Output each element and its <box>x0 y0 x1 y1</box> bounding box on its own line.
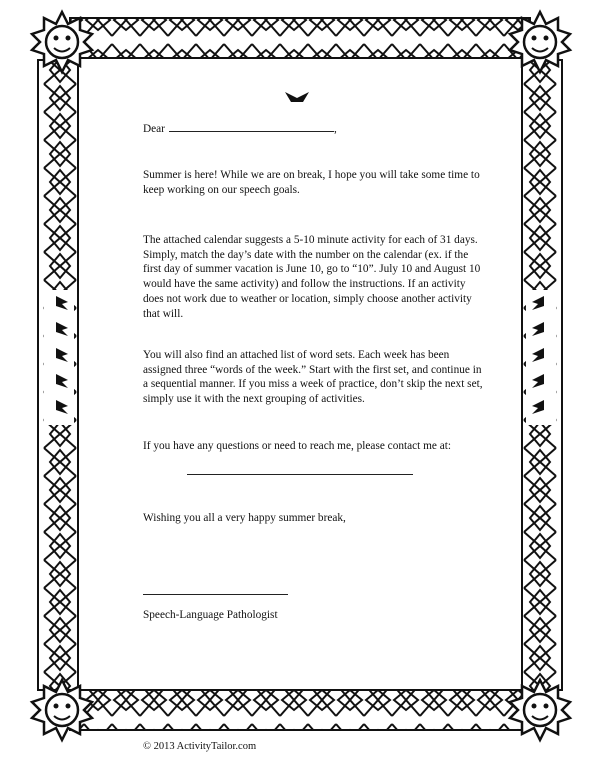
paragraph-word-sets: You will also find an attached list of word sets. Each week has been assigned three “words of the week.” Start with the first set, and continue in a sequential manner. If you miss a week of practice, don’t skip the next set, simply use it with the next grouping of activities. <box>143 349 483 406</box>
signature-blank <box>143 594 288 595</box>
paragraph-intro: Summer is here! While we are on break, I hope you will take some time to keep working on our speech goals. <box>143 169 480 196</box>
closing: Wishing you all a very happy summer break, <box>143 512 346 524</box>
copyright: © 2013 ActivityTailor.com <box>143 741 257 752</box>
paragraph-contact: If you have any questions or need to reach me, please contact me at: <box>143 440 452 452</box>
salutation-comma: , <box>333 123 337 135</box>
salutation-line <box>143 121 488 137</box>
contact-info-blank <box>187 474 413 475</box>
signature-title: Speech-Language Pathologist <box>143 609 278 621</box>
paragraph-calendar: The attached calendar suggests a 5-10 minute activity for each of 31 days. Simply, match the day’s date with the number on the calendar (ex. if the first day of summer vacation is June 10, go to “10”. July 10 and August 10 would have the same activity) and follow the instructions. If an activity does not work due to weather or location, simply choose another activity that will. <box>143 234 481 320</box>
recipient-name-blank <box>169 121 334 132</box>
salutation: Dear <box>143 123 165 135</box>
